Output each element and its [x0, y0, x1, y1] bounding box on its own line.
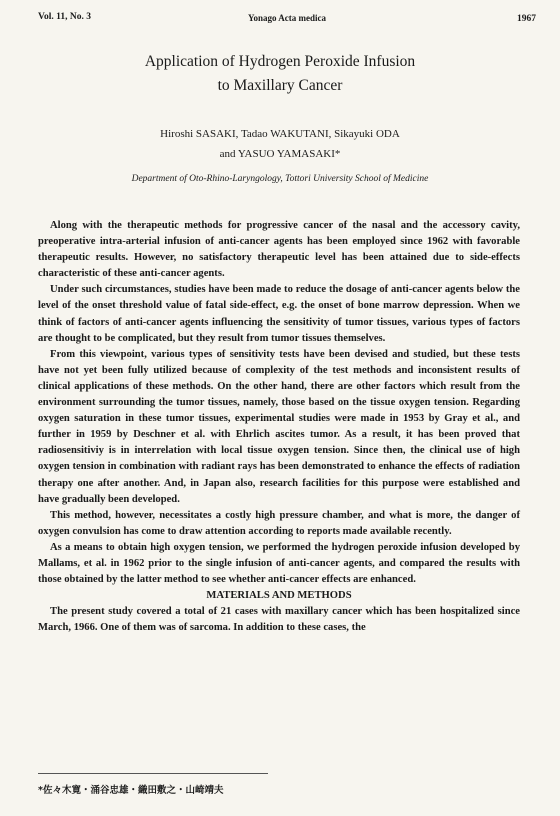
paragraph: Under such circumstances, studies have been made to reduce the dosage of anti-cancer agents below the level of the onset threshold value of fatal side-effect, e.g. the onset of bone marrow depression. When we think of factors of anti-cancer agents influencing the sensitivity of tumor tissues, various types of factors are thought to be complicated, but they result from tumor tissues themselves. — [38, 284, 520, 344]
article-body — [38, 218, 520, 636]
paragraph: Along with the therapeutic methods for progressive cancer of the nasal and the accessory cavity, preoperative intra-arterial infusion of anti-cancer agents has been employed since 1962 with favorable therapeutic results. However, no satisfactory therapeutic level has been attained due to side-effects characteristic of these anti-cancer agents. — [38, 220, 520, 280]
footnote: *佐々木寛・涌谷忠雄・織田敷之・山崎靖夫 — [38, 785, 224, 796]
paragraph: As a means to obtain high oxygen tension, we performed the hydrogen peroxide infusion developed by Mallams, et al. in 1962 prior to the single infusion of anti-cancer agents, and compared the results with those obtained by the latter method to see whether anti-cancer effects are enhanced. — [38, 541, 520, 586]
page-number: 1967 — [517, 14, 536, 24]
article-title — [0, 50, 560, 98]
authors-line-2: and YASUO YAMASAKI* — [219, 148, 341, 160]
running-header — [38, 12, 536, 30]
paragraph: This method, however, necessitates a costly high pressure chamber, and what is more, the danger of oxygen convulsion has come to draw attention according to reports made available recently. — [38, 509, 520, 537]
paragraph: From this viewpoint, various types of sensitivity tests have been devised and studied, but these tests have not yet been fully utilized because of complexity of the test methods and inconsistent results of clinical applications of these methods. On the other hand, there are other factors which result from the environment surrounding the tumor tissues, namely, those based on the tissue oxygen tension. Regarding oxygen saturation in these tumor tissues, experimental studies were made in 1953 by Gray et al., and further in 1959 by Deschner et al. with Ehrlich ascites tumor. As a result, it has been proved that radiosensitiviy is in interrelation with local tissue oxygen tension. Since then, the clinical use of high oxygen tension in combination with radiant rays has been demonstrated to enhance the effects of radiation therapy one after another. And, in Japan also, research facilities for this purpose were established and have gradually been developed. — [38, 348, 520, 505]
footnote-divider — [38, 773, 268, 774]
paragraph: The present study covered a total of 21 cases with maxillary cancer which has been hospitalized since March, 1966. One of them was of sarcoma. In addition to these cases, the — [38, 606, 520, 634]
authors-line-1: Hiroshi SASAKI, Tadao WAKUTANI, Sikayuki ODA — [160, 128, 400, 140]
affiliation: Department of Oto-Rhino-Laryngology, Tottori University School of Medicine — [131, 174, 429, 184]
author-list — [0, 124, 560, 164]
title-line-2: to Maxillary Cancer — [217, 77, 343, 94]
journal-name: Yonago Acta medica — [248, 13, 326, 23]
title-line-1: Application of Hydrogen Peroxide Infusion — [144, 53, 416, 70]
section-heading: MATERIALS AND METHODS — [206, 590, 352, 602]
volume-label: Vol. 11, No. 3 — [38, 12, 91, 22]
